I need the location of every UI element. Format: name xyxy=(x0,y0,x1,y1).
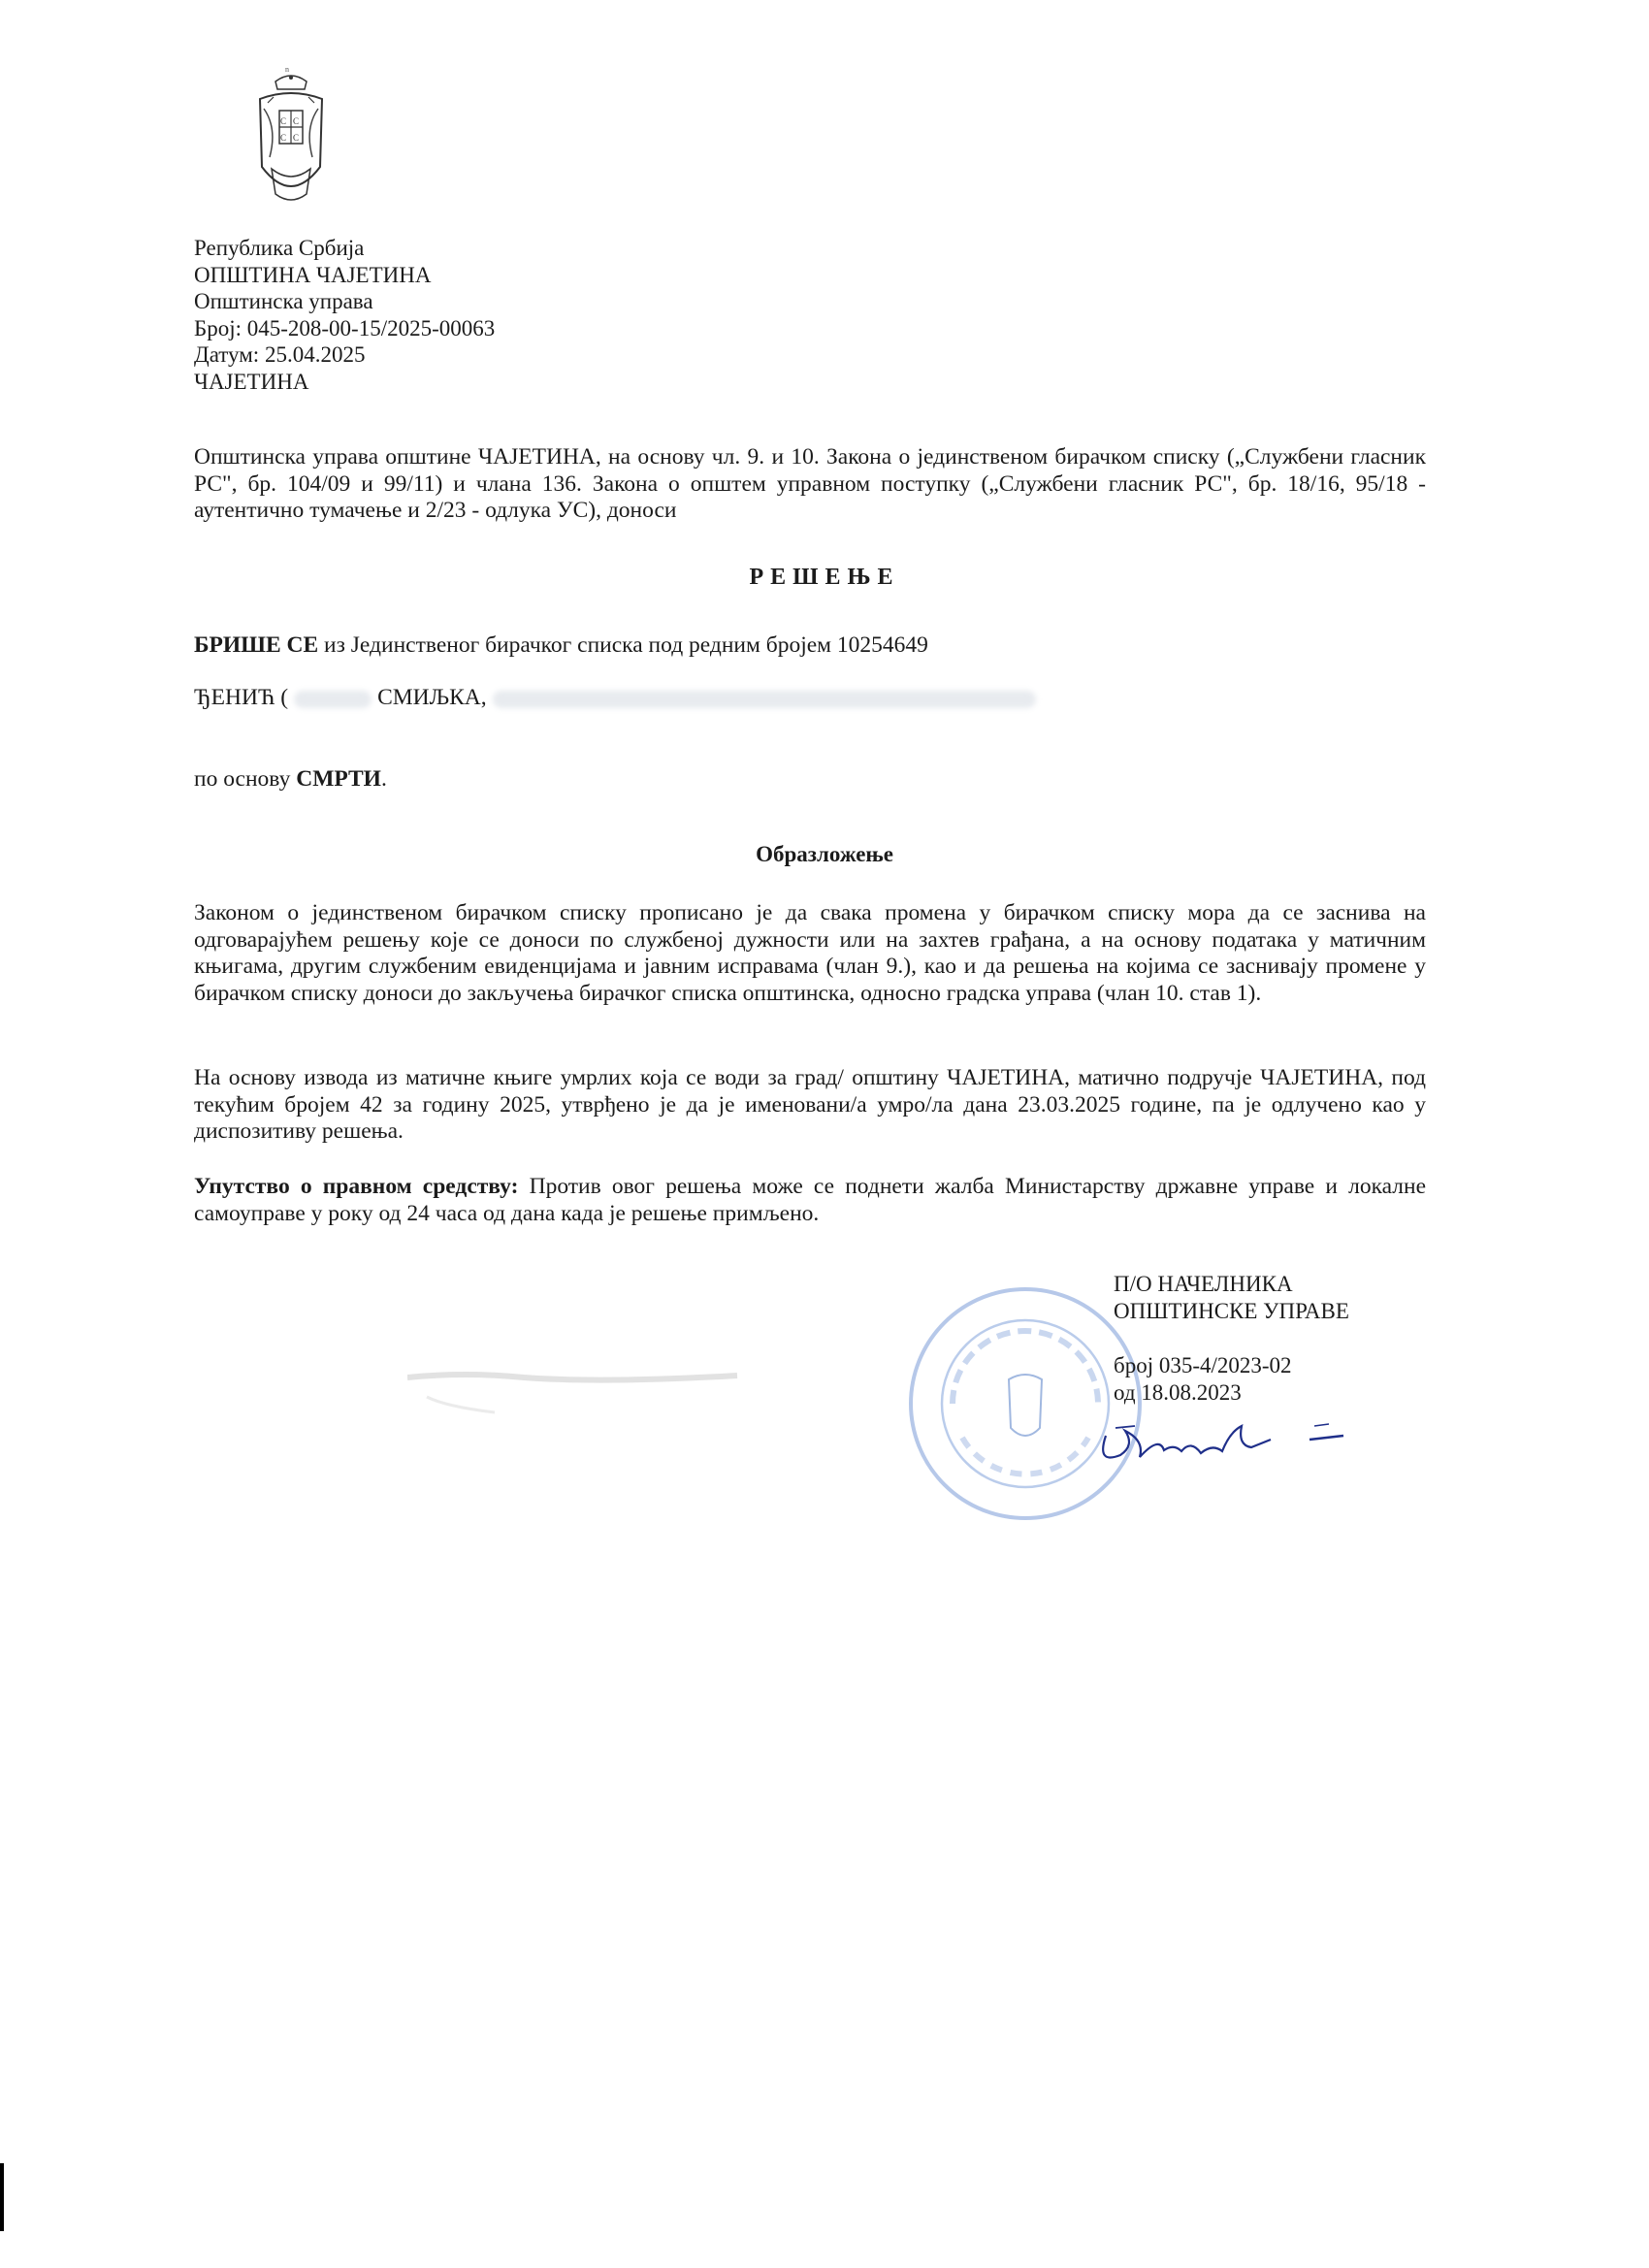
coat-of-arms-icon xyxy=(250,60,332,215)
legal-remedy-text: Против овог решења може се поднети жалба Министарству државне управе и локалне самоуправе у року од 24 часа од дана када је решење примљено. xyxy=(194,1174,1427,1226)
signature-reference-date: од 18.08.2023 xyxy=(1114,1380,1242,1405)
redaction-mark xyxy=(493,691,1036,708)
signature-line-2: ОПШТИНСКЕ УПРАВЕ xyxy=(1114,1299,1349,1323)
basis-bold: СМРТИ xyxy=(296,766,381,792)
document-header xyxy=(194,235,495,395)
svg-text:С: С xyxy=(280,116,287,126)
basis-prefix: по основу xyxy=(194,766,297,792)
person-line xyxy=(194,685,1042,711)
scan-smudge-icon xyxy=(407,1368,757,1426)
scan-edge-mark xyxy=(0,2163,4,2231)
header-municipality: ОПШТИНА ЧАЈЕТИНА xyxy=(194,262,432,287)
signature-reference: број 035-4/2023-02 xyxy=(1114,1353,1292,1377)
handwritten-signature-icon xyxy=(1067,1397,1358,1474)
header-country: Република Србија xyxy=(194,236,365,260)
reasoning-title: Образложење xyxy=(756,842,893,866)
svg-text:С: С xyxy=(280,133,287,143)
svg-text:n: n xyxy=(285,65,289,74)
svg-text:С: С xyxy=(293,116,300,126)
removal-text: из Јединственог бирачког списка под редним бројем 10254649 xyxy=(318,632,928,658)
reasoning-paragraph-2: На основу извода из матичне књиге умрлих која се води за град/ општину ЧАЈЕТИНА, матично подручје ЧАЈЕТИНА, под текућим бројем 42 за годину 2025, утврђено је да је именовани/а умро/ла дана 23.03.2025 године, па је одлучено као у диспозитиву решења. xyxy=(194,1065,1426,1144)
header-administration: Општинска управа xyxy=(194,289,373,313)
header-place: ЧАЈЕТИНА xyxy=(194,369,309,394)
basis-suffix: . xyxy=(380,766,387,792)
header-date: Датум: 25.04.2025 xyxy=(194,342,366,367)
person-name: СМИЉКА, xyxy=(377,685,487,710)
decision-title: РЕШЕЊЕ xyxy=(749,565,900,590)
removal-bold: БРИШЕ СЕ xyxy=(194,632,319,658)
basis-line xyxy=(194,766,387,793)
reasoning-paragraph-1: Законом о јединственом бирачком списку прописано је да свака промена у бирачком списку мора да се заснива на одговарајућем решењу које се доноси по службеној дужности или на захтев грађана, а на основу података у матичним књигама, другим службеним евиденцијама и јавним исправама (члан 9.), као и да решења на којима се заснивају промене у бирачком списку доноси до закључења бирачког списка општинска, односно градска управа (члан 10. став 1). xyxy=(194,900,1426,1006)
removal-line xyxy=(194,632,928,659)
redaction-mark xyxy=(294,691,372,708)
person-surname: ЂЕНИЋ ( xyxy=(194,685,289,710)
legal-remedy-paragraph xyxy=(194,1174,1426,1227)
intro-paragraph: Општинска управа општине ЧАЈЕТИНА, на основу чл. 9. и 10. Закона о јединственом бирачком списку („Службени гласник РС", бр. 104/09 и 99/11) и члана 136. Закона о општем управном поступку („Службени гласник РС", бр. 18/16, 95/18 - аутентично тумачење и 2/23 - одлука УС), доноси xyxy=(194,444,1426,523)
legal-remedy-bold: Упутство о правном средству: xyxy=(194,1174,519,1199)
svg-text:С: С xyxy=(293,133,300,143)
header-number: Број: 045-208-00-15/2025-00063 xyxy=(194,315,496,340)
signature-block xyxy=(1114,1271,1349,1407)
signature-line-1: П/О НАЧЕЛНИКА xyxy=(1114,1272,1293,1296)
